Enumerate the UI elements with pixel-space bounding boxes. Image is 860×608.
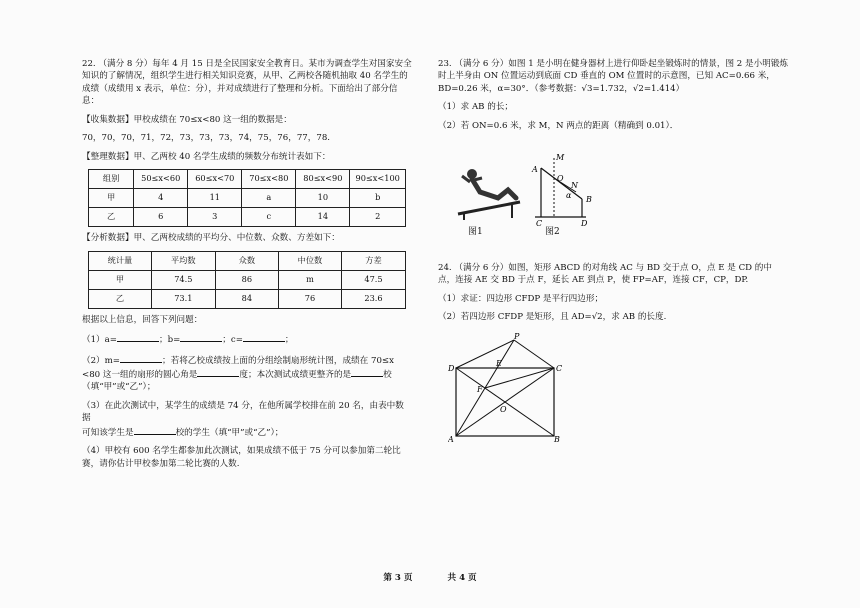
table-cell: 2 (350, 208, 406, 227)
label-A: A (532, 165, 538, 174)
table-cell: a (242, 189, 296, 208)
figure-q24-rectangle-diagram (448, 332, 568, 444)
q22-intro: 22. （满分 8 分）每年 4 月 15 日是全民国家安全教育日。某市为调查学生对国家安全知识的了解情况，组织学生进行相关知识竞赛，从甲、乙两校各随机抽取 40 名学生的成绩（成绩用 x 表示，单位：分），并对成绩进行了整理和分析。下面给出了部分信息： (82, 59, 412, 107)
answer-blank (351, 367, 383, 377)
text: ；c= (222, 335, 243, 346)
label-C: C (536, 219, 543, 228)
frequency-table (88, 169, 406, 227)
text: （3）在此次测试中，某学生的成绩是 74 分，在他所属学校排在前 20 名，由表中数据 (82, 400, 404, 424)
table-row (89, 208, 406, 227)
table-cell: 50≤x<60 (134, 170, 188, 189)
table-cell: 14 (296, 208, 350, 227)
label-D: D (581, 219, 588, 228)
table-cell: 11 (188, 189, 242, 208)
label-O: O (557, 174, 564, 183)
q22-sub4: （4）甲校有 600 名学生都参加此次测试，如果成绩不低于 75 分可以参加第二轮比赛，请你估计甲校参加第二轮比赛的人数. (82, 446, 401, 469)
table-row (89, 270, 406, 289)
figure-2-diagram (526, 150, 606, 228)
q22-sub2 (82, 353, 412, 394)
text: 校 (383, 369, 392, 380)
q22-collect-heading: 【收集数据】甲校成绩在 70≤x<80 这一组的数据是： (82, 114, 292, 125)
table-cell: 73.1 (151, 289, 215, 308)
text: 度；本次测试成绩更整齐的是 (239, 369, 352, 380)
q24-intro: 24. （满分 6 分）如图，矩形 ABCD 的对角线 AC 与 BD 交于点 O，点 E 是 CD 的中点，连接 AE 交 BD 于点 F，延长 AE 到点 P，使 FP=AF，连接 CF，CP，DP. (438, 263, 772, 286)
table-cell: 80≤x<90 (296, 170, 350, 189)
table-cell: 10 (296, 189, 350, 208)
question-23 (438, 58, 788, 138)
table-cell: 84 (215, 289, 278, 308)
label-N: N (571, 181, 578, 190)
q22-sub1 (82, 332, 412, 346)
label-C: C (556, 364, 563, 373)
label-alpha: α (566, 191, 572, 200)
label-E: E (496, 359, 502, 368)
q23-intro: 23. （满分 6 分）如图 1 是小明在健身器材上进行仰卧起坐锻炼时的情景，图 2 是小明锻炼时上半身由 ON 位置运动到底面 CD 垂直的 OM 位置时的示意图，已知 AC=0.66 米，BD=0.26 米，α=30°．（参考数据：√3=1.732，√2=1.414） (438, 59, 788, 94)
page-number: 第 3 页 (383, 573, 413, 583)
question-24 (438, 262, 788, 330)
table-cell: 47.5 (342, 270, 406, 289)
answer-blank (120, 353, 162, 363)
label-O: O (500, 405, 507, 414)
label-M: M (556, 153, 565, 162)
label-D: D (448, 364, 455, 373)
table-cell: 4 (134, 189, 188, 208)
q24-sub1: （1）求证：四边形 CFDP 是平行四边形； (438, 293, 604, 304)
table-cell: 统计量 (89, 251, 152, 270)
text: （1）a= (82, 335, 117, 346)
table-cell: 76 (278, 289, 341, 308)
table-cell: 平均数 (151, 251, 215, 270)
table-header-row (89, 251, 406, 270)
text: （填“甲”或“乙”）； (82, 382, 156, 393)
answer-blank (243, 332, 285, 342)
text: 可知该学生是 (82, 427, 134, 438)
table-cell: 方差 (342, 251, 406, 270)
figure-2-caption: 图2 (545, 227, 560, 237)
label-P: P (514, 332, 520, 341)
answer-blank (117, 332, 159, 342)
page-total: 共 4 页 (447, 573, 477, 583)
table-row (89, 189, 406, 208)
text: ；b= (158, 335, 181, 346)
table-cell: 乙 (89, 208, 134, 227)
q24-sub2: （2）若四边形 CFDP 是矩形，且 AD=√2，求 AB 的长度. (438, 312, 667, 323)
table-cell: 中位数 (278, 251, 341, 270)
text: <80 这一组的扇形的圆心角是 (82, 369, 198, 380)
q22-analyze-heading: 【分析数据】甲、乙两校成绩的平均分、中位数、众数、方差如下： (82, 233, 340, 244)
table-header-row (89, 170, 406, 189)
figure-1-exercise-illustration (450, 162, 528, 222)
q22-organize-heading: 【整理数据】甲、乙两校 40 名学生成绩的频数分布统计表如下： (82, 151, 331, 162)
label-B: B (586, 195, 592, 204)
table-cell: b (350, 189, 406, 208)
q22-collect-values: 70，70，70，71，72，73，73，73，74，75，76，77，78. (82, 133, 331, 144)
table-cell: 3 (188, 208, 242, 227)
label-A: A (448, 435, 454, 444)
table-cell: 组别 (89, 170, 134, 189)
figure-1-caption: 图1 (468, 227, 483, 237)
table-cell: 甲 (89, 270, 152, 289)
answer-blank (197, 367, 239, 377)
table-cell: 86 (215, 270, 278, 289)
table-row (89, 289, 406, 308)
q22-sub3 (82, 400, 412, 439)
table-cell: c (242, 208, 296, 227)
text: 校的学生（填“甲”或“乙”）； (175, 427, 284, 438)
question-22 (82, 58, 412, 476)
table-cell: 众数 (215, 251, 278, 270)
statistics-table (88, 251, 406, 309)
table-cell: 70≤x<80 (242, 170, 296, 189)
q22-prompt: 根据以上信息，回答下列问题： (82, 314, 203, 325)
page-footer (0, 571, 860, 583)
text: ； (284, 335, 294, 346)
q23-sub2: （2）若 ON=0.6 米，求 M，N 两点的距离（精确到 0.01）． (438, 120, 679, 131)
text: （2）m= (82, 355, 121, 366)
table-cell: 23.6 (342, 289, 406, 308)
label-B: B (554, 435, 560, 444)
answer-blank (134, 425, 176, 435)
table-cell: 6 (134, 208, 188, 227)
table-cell: 90≤x<100 (350, 170, 406, 189)
table-cell: m (278, 270, 341, 289)
table-cell: 60≤x<70 (188, 170, 242, 189)
label-F: F (477, 385, 483, 394)
table-cell: 74.5 (151, 270, 215, 289)
table-cell: 甲 (89, 189, 134, 208)
answer-blank (180, 332, 222, 342)
table-cell: 乙 (89, 289, 152, 308)
q23-sub1: （1）求 AB 的长； (438, 102, 514, 113)
text: ；若将乙校成绩按上面的分组绘制扇形统计图，成绩在 70≤x (162, 355, 394, 366)
